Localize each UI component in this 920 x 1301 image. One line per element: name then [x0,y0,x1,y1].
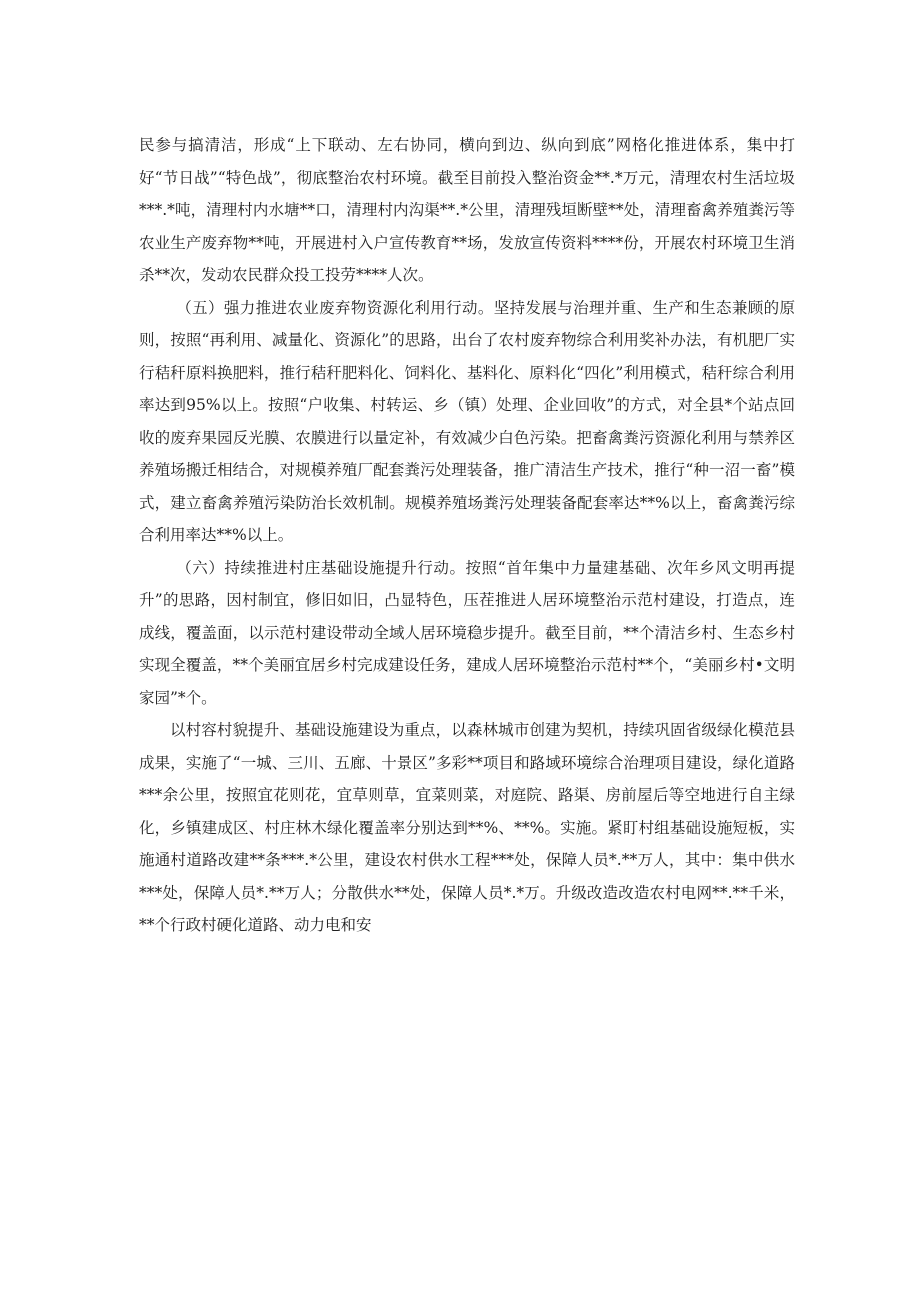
paragraph-agricultural-waste-recycling: （五）强力推进农业废弃物资源化利用行动。坚持发展与治理并重、生产和生态兼顾的原则，按照“再利用、减量化、资源化”的思路，出台了农村废弃物综合利用奖补办法，有机肥厂实行秸秆原料换肥料，推行秸秆肥料化、饲料化、基料化、原料化“四化”利用模式，秸秆综合利用率达到95%以上。按照“户收集、村转运、乡（镇）处理、企业回收”的方式，对全县*个站点回收的废弃果园反光膜、农膜进行以量定补，有效减少白色污染。把畜禽粪污资源化利用与禁养区养殖场搬迁相结合，对规模养殖厂配套粪污处理装备，推广清洁生产技术，推行“种一沼一畜”模式，建立畜禽养殖污染防治长效机制。规模养殖场粪污处理装备配套率达**%以上，畜禽粪污综合利用率达**%以上。 [139,298,795,544]
paragraph-sanitation-campaign: 民参与搞清洁，形成“上下联动、左右协同，横向到边、纵向到底”网格化推进体系，集中打好“节日战”“特色战”，彻底整治农村环境。截至目前投入整治资金**.*万元，清理农村生活垃圾***.*吨，清理村内水塘**口，清理村内沟渠**.*公里，清理残垣断壁**处，清理畜禽养殖粪污等农业生产废弃物**吨，开展进村入户宣传教育**场，发放宣传资料****份，开展农村环境卫生消杀**次，发动农民群众投工投劳****人次。 [139,136,795,284]
paragraph-village-infrastructure: （六）持续推进村庄基础设施提升行动。按照“首年集中力量建基础、次年乡风文明再提升”的思路，因村制宜，修旧如旧，凸显特色，压茬推进人居环境整治示范村建设，打造点，连成线，覆盖面，以示范村建设带动全域人居环境稳步提升。截至目前，**个清洁乡村、生态乡村实现全覆盖，**个美丽宜居乡村完成建设任务，建成人居环境整治示范村**个，“美丽乡村•文明家园”*个。 [139,558,795,707]
paragraph-greening-and-utilities: 以村容村貌提升、基础设施建设为重点，以森林城市创建为契机，持续巩固省级绿化模范县成果，实施了“一城、三川、五廊、十景区”多彩**项目和路域环境综合治理项目建设，绿化道路***余公里，按照宜花则花，宜草则草，宜菜则菜，对庭院、路渠、房前屋后等空地进行自主绿化，乡镇建成区、村庄林木绿化覆盖率分别达到**%、**%。实施。紧盯村组基础设施短板，实施通村道路改建**条***.*公里，建设农村供水工程***处，保障人员*.**万人，其中：集中供水***处，保障人员*.**万人；分散供水**处，保障人员*.*万。升级改造改造农村电网**.**千米，**个行政村硬化道路、动力电和安 [139,721,795,934]
document-body [139,129,795,942]
